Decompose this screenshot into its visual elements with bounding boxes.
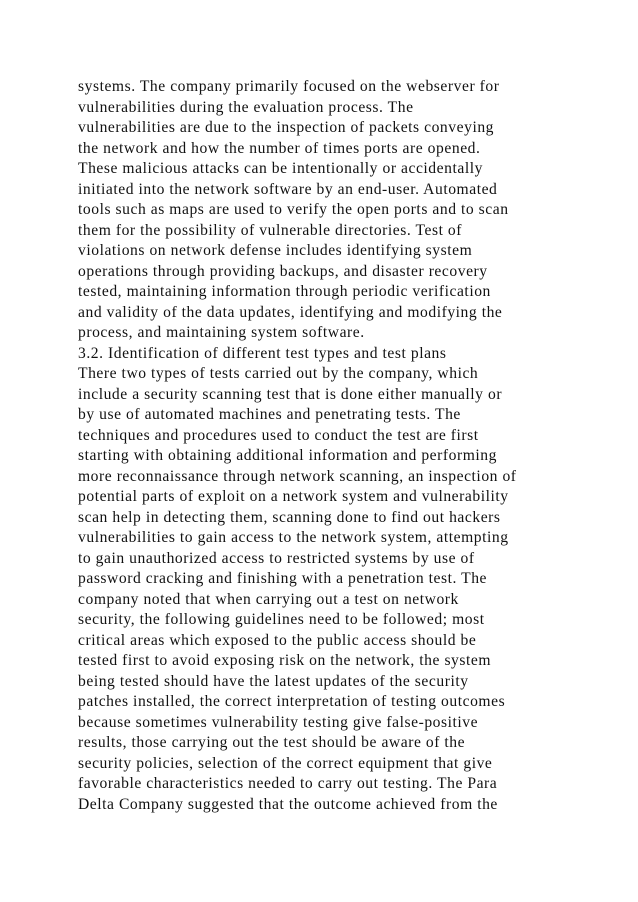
text-line: scan help in detecting them, scanning done to find out hackers <box>78 508 501 526</box>
text-line: password cracking and finishing with a penetration test. The <box>78 570 488 587</box>
text-line: vulnerabilities during the evaluation process. The <box>78 98 414 116</box>
text-line: and validity of the data updates, identifying and modifying the <box>78 303 503 321</box>
text-line: initiated into the network software by an end-user. Automated <box>78 180 498 198</box>
text-line: to gain unauthorized access to restricted systems by use of <box>78 549 475 567</box>
text-line: include a security scanning test that is done either manually or <box>78 385 503 403</box>
body-text <box>78 77 638 815</box>
text-line: systems. The company primarily focused on the webserver for <box>78 78 500 95</box>
text-line: results, those carrying out the test should be aware of the <box>78 734 466 751</box>
text-line: by use of automated machines and penetrating tests. The <box>78 406 461 423</box>
text-line: security, the following guidelines need to be followed; most <box>78 611 485 628</box>
text-line: There two types of tests carried out by the company, which <box>78 365 479 382</box>
text-line: vulnerabilities are due to the inspection of packets conveying <box>78 119 495 136</box>
text-line: violations on network defense includes identifying system <box>78 242 473 259</box>
text-line: being tested should have the latest updates of the security <box>78 672 469 690</box>
text-line: vulnerabilities to gain access to the network system, attempting <box>78 529 509 546</box>
text-line: favorable characteristics needed to carry out testing. The Para <box>78 775 498 792</box>
text-line: These malicious attacks can be intentionally or accidentally <box>78 160 483 177</box>
text-line: company noted that when carrying out a test on network <box>78 590 459 608</box>
text-line: security policies, selection of the correct equipment that give <box>78 754 493 772</box>
text-line: Delta Company suggested that the outcome achieved from the <box>78 795 498 813</box>
text-line: the network and how the number of times ports are opened. <box>78 139 481 157</box>
text-line: tested, maintaining information through periodic verification <box>78 283 491 300</box>
text-line: operations through providing backups, and disaster recovery <box>78 262 488 280</box>
text-line: because sometimes vulnerability testing give false-positive <box>78 713 479 731</box>
text-line: techniques and procedures used to conduct the test are first <box>78 426 479 444</box>
text-line: tested first to avoid exposing risk on the network, the system <box>78 652 492 669</box>
text-line: process, and maintaining system software. <box>78 324 365 341</box>
text-line: patches installed, the correct interpretation of testing outcomes <box>78 693 506 710</box>
text-line: critical areas which exposed to the public access should be <box>78 631 477 649</box>
section-heading: 3.2. Identification of different test types and test plans <box>78 344 447 362</box>
text-line: tools such as maps are used to verify the open ports and to scan <box>78 201 509 218</box>
text-line: potential parts of exploit on a network system and vulnerability <box>78 488 509 505</box>
text-line: them for the possibility of vulnerable directories. Test of <box>78 221 463 239</box>
text-line: starting with obtaining additional information and performing <box>78 447 497 464</box>
text-line: more reconnaissance through network scanning, an inspection of <box>78 467 517 485</box>
